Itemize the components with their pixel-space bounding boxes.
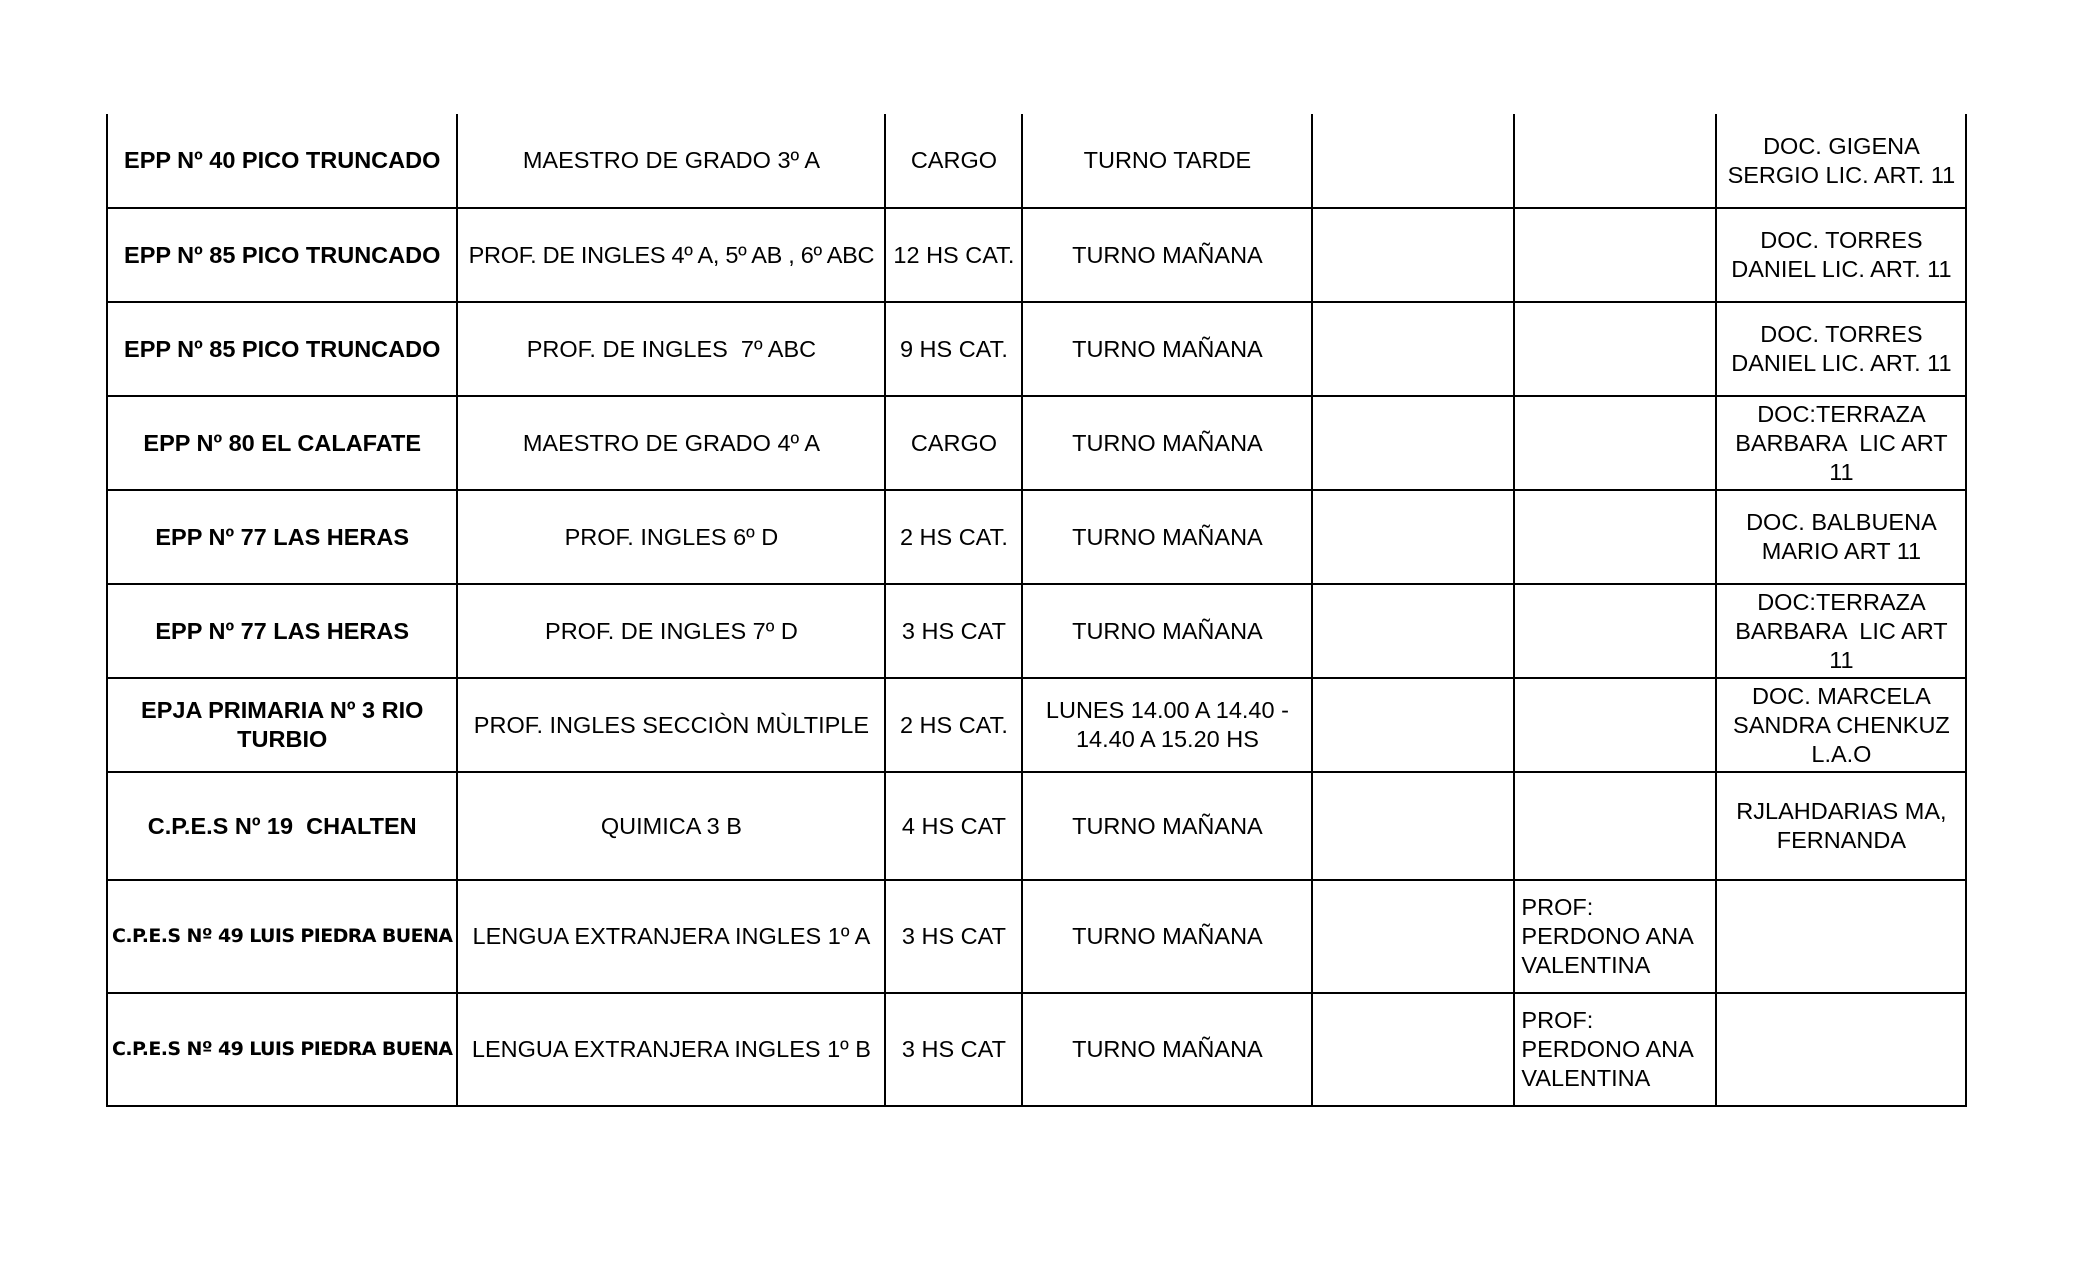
subject-cell: QUIMICA 3 B	[457, 772, 885, 880]
table-row	[107, 584, 1966, 678]
assigned-prof-cell	[1514, 772, 1716, 880]
schedule-cell: TURNO MAÑANA	[1022, 302, 1312, 396]
school-cell: EPP Nº 85 PICO TRUNCADO	[107, 208, 457, 302]
reason-cell: DOC. TORRES DANIEL LIC. ART. 11	[1716, 302, 1966, 396]
assigned-prof-cell: PROF: PERDONO ANA VALENTINA	[1514, 880, 1716, 993]
assigned-prof-cell: PROF: PERDONO ANA VALENTINA	[1514, 993, 1716, 1106]
assigned-prof-cell	[1514, 208, 1716, 302]
reason-cell	[1716, 880, 1966, 993]
empty-cell	[1312, 678, 1514, 772]
hours-cell: 2 HS CAT.	[885, 678, 1022, 772]
empty-cell	[1312, 584, 1514, 678]
assigned-prof-cell	[1514, 490, 1716, 584]
school-cell: EPP Nº 77 LAS HERAS	[107, 490, 457, 584]
empty-cell	[1312, 208, 1514, 302]
schedule-cell: TURNO MAÑANA	[1022, 208, 1312, 302]
schedule-cell: TURNO MAÑANA	[1022, 880, 1312, 993]
school-cell: EPP Nº 77 LAS HERAS	[107, 584, 457, 678]
reason-cell: DOC. GIGENA SERGIO LIC. ART. 11	[1716, 114, 1966, 208]
assigned-prof-cell	[1514, 396, 1716, 490]
empty-cell	[1312, 772, 1514, 880]
table-row	[107, 678, 1966, 772]
table-row	[107, 302, 1966, 396]
empty-cell	[1312, 993, 1514, 1106]
schedule-cell: LUNES 14.00 A 14.40 - 14.40 A 15.20 HS	[1022, 678, 1312, 772]
table-row	[107, 208, 1966, 302]
vacancies-table	[106, 114, 1967, 1107]
empty-cell	[1312, 302, 1514, 396]
table-row	[107, 880, 1966, 993]
hours-cell: 2 HS CAT.	[885, 490, 1022, 584]
hours-cell: 12 HS CAT.	[885, 208, 1022, 302]
school-cell: EPP Nº 40 PICO TRUNCADO	[107, 114, 457, 208]
assigned-prof-cell	[1514, 302, 1716, 396]
subject-cell: MAESTRO DE GRADO 4º A	[457, 396, 885, 490]
subject-cell: PROF. DE INGLES 4º A, 5º AB , 6º ABC	[457, 208, 885, 302]
schedule-cell: TURNO TARDE	[1022, 114, 1312, 208]
reason-cell: DOC. BALBUENA MARIO ART 11	[1716, 490, 1966, 584]
table-row	[107, 396, 1966, 490]
empty-cell	[1312, 114, 1514, 208]
subject-cell: PROF. INGLES SECCIÒN MÙLTIPLE	[457, 678, 885, 772]
schedule-cell: TURNO MAÑANA	[1022, 772, 1312, 880]
reason-cell: DOC. MARCELA SANDRA CHENKUZ L.A.O	[1716, 678, 1966, 772]
reason-cell: DOC:TERRAZA BARBARA LIC ART 11	[1716, 396, 1966, 490]
subject-cell: LENGUA EXTRANJERA INGLES 1º A	[457, 880, 885, 993]
school-cell: C.P.E.S Nº 49 LUIS PIEDRA BUENA	[107, 993, 457, 1106]
reason-cell: RJLAHDARIAS MA, FERNANDA	[1716, 772, 1966, 880]
reason-cell: DOC. TORRES DANIEL LIC. ART. 11	[1716, 208, 1966, 302]
subject-cell: PROF. DE INGLES 7º ABC	[457, 302, 885, 396]
school-cell: C.P.E.S Nº 49 LUIS PIEDRA BUENA	[107, 880, 457, 993]
hours-cell: CARGO	[885, 396, 1022, 490]
school-cell: EPP Nº 80 EL CALAFATE	[107, 396, 457, 490]
schedule-cell: TURNO MAÑANA	[1022, 584, 1312, 678]
reason-cell: DOC:TERRAZA BARBARA LIC ART 11	[1716, 584, 1966, 678]
subject-cell: MAESTRO DE GRADO 3º A	[457, 114, 885, 208]
schedule-cell: TURNO MAÑANA	[1022, 993, 1312, 1106]
assigned-prof-cell	[1514, 584, 1716, 678]
reason-cell	[1716, 993, 1966, 1106]
assigned-prof-cell	[1514, 678, 1716, 772]
school-cell: C.P.E.S Nº 19 CHALTEN	[107, 772, 457, 880]
empty-cell	[1312, 396, 1514, 490]
assigned-prof-cell	[1514, 114, 1716, 208]
empty-cell	[1312, 490, 1514, 584]
subject-cell: PROF. DE INGLES 7º D	[457, 584, 885, 678]
empty-cell	[1312, 880, 1514, 993]
table-row	[107, 490, 1966, 584]
hours-cell: CARGO	[885, 114, 1022, 208]
hours-cell: 3 HS CAT	[885, 880, 1022, 993]
hours-cell: 3 HS CAT	[885, 584, 1022, 678]
hours-cell: 3 HS CAT	[885, 993, 1022, 1106]
schedule-cell: TURNO MAÑANA	[1022, 396, 1312, 490]
subject-cell: PROF. INGLES 6º D	[457, 490, 885, 584]
hours-cell: 4 HS CAT	[885, 772, 1022, 880]
hours-cell: 9 HS CAT.	[885, 302, 1022, 396]
subject-cell: LENGUA EXTRANJERA INGLES 1º B	[457, 993, 885, 1106]
school-cell: EPP Nº 85 PICO TRUNCADO	[107, 302, 457, 396]
table-row	[107, 993, 1966, 1106]
school-cell: EPJA PRIMARIA Nº 3 RIO TURBIO	[107, 678, 457, 772]
schedule-cell: TURNO MAÑANA	[1022, 490, 1312, 584]
table-row	[107, 114, 1966, 208]
table-row	[107, 772, 1966, 880]
